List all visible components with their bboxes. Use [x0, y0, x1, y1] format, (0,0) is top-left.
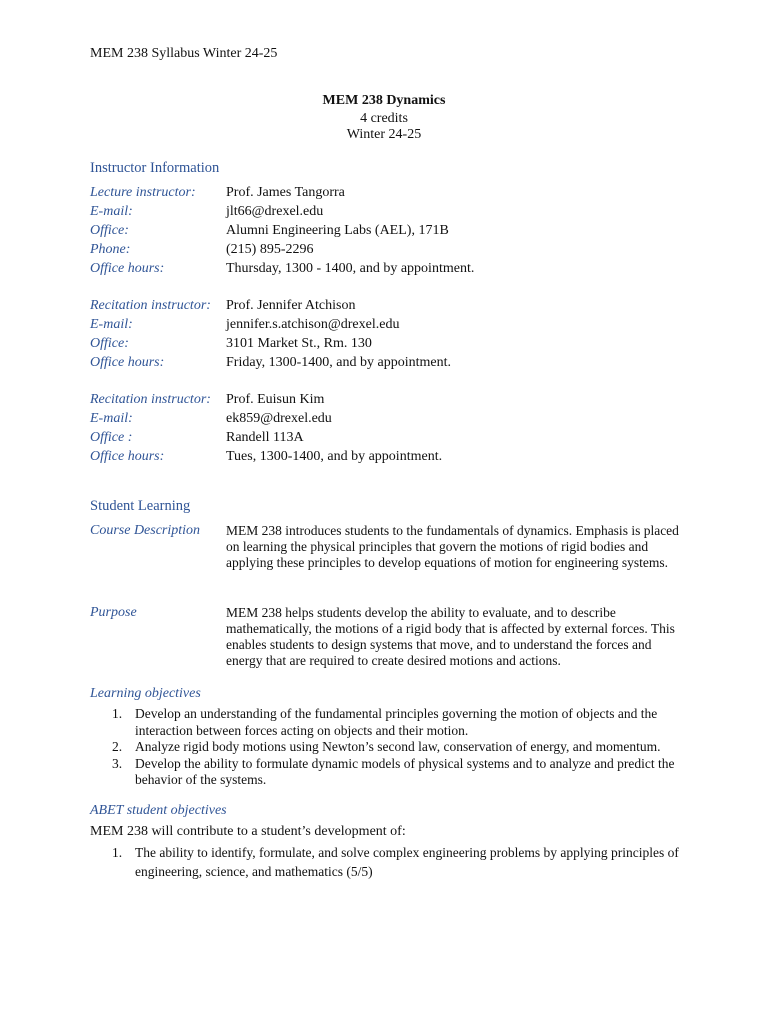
learning-objectives-list: [112, 706, 682, 789]
list-item-number: 2.: [112, 739, 123, 754]
recitation2-office-label: Office :: [90, 430, 133, 445]
lecture-phone: (215) 895-2296: [226, 242, 314, 257]
abet-objectives-list: [112, 843, 682, 881]
running-header: MEM 238 Syllabus Winter 24-25: [90, 46, 278, 61]
purpose-text: MEM 238 helps students develop the ability to evaluate, and to describe mathematically, the motions of a rigid body that is affected by external forces. This enables students to design systems that move, and to understand the forces and energy that are required to create desired motions and actions.: [226, 605, 675, 668]
purpose-label: Purpose: [90, 605, 137, 620]
recitation2-hours-label: Office hours:: [90, 449, 165, 464]
course-description-label: Course Description: [90, 523, 201, 538]
lecture-hours-label: Office hours:: [90, 261, 165, 276]
recitation1-email-label: E-mail:: [90, 317, 133, 332]
lecture-role-label: Lecture instructor:: [90, 185, 196, 200]
lecture-office-label: Office:: [90, 223, 129, 238]
recitation1-name: Prof. Jennifer Atchison: [226, 298, 356, 313]
lecture-name: Prof. James Tangorra: [226, 185, 345, 200]
recitation2-office: Randell 113A: [226, 430, 304, 445]
list-item: [112, 706, 682, 739]
recitation2-email-label: E-mail:: [90, 411, 133, 426]
list-item-number: 1.: [112, 706, 123, 721]
recitation2-name: Prof. Euisun Kim: [226, 392, 325, 407]
list-item-number: 3.: [112, 755, 123, 771]
list-item: [112, 739, 682, 756]
recitation1-hours: Friday, 1300-1400, and by appointment.: [226, 355, 452, 370]
list-item-text: The ability to identify, formulate, and solve complex engineering problems by applying principles of engineering, science, and mathematics (5/5): [135, 845, 679, 879]
lecture-hours: Thursday, 1300 - 1400, and by appointment.: [226, 261, 475, 276]
recitation1-email: jennifer.s.atchison@drexel.edu: [226, 317, 400, 332]
course-credits: 4 credits: [360, 111, 408, 126]
section-heading-instructor: Instructor Information: [90, 160, 220, 176]
course-description: MEM 238 introduces students to the fundamentals of dynamics. Emphasis is placed on learning the physical principles that govern the motions of rigid bodies and applying these principles to develop equations of motion for engineering systems.: [226, 523, 679, 570]
list-item-text: Develop the ability to formulate dynamic models of physical systems and to analyze and predict the behavior of the systems.: [135, 755, 675, 787]
list-item: [112, 756, 682, 789]
lecture-email: jlt66@drexel.edu: [226, 204, 324, 219]
lecture-email-label: E-mail:: [90, 204, 133, 219]
recitation1-role-label: Recitation instructor:: [90, 298, 211, 313]
course-term: Winter 24-25: [346, 127, 422, 142]
section-heading-learning: Student Learning: [90, 498, 191, 514]
learning-objectives-label: Learning objectives: [90, 686, 201, 701]
abet-intro: MEM 238 will contribute to a student’s development of:: [90, 824, 406, 839]
course-title: MEM 238 Dynamics: [322, 93, 446, 108]
recitation1-office: 3101 Market St., Rm. 130: [226, 336, 372, 351]
list-item-text: Analyze rigid body motions using Newton’s second law, conservation of energy, and momentum.: [135, 739, 661, 754]
abet-objectives-label: ABET student objectives: [90, 803, 227, 818]
recitation1-office-label: Office:: [90, 336, 129, 351]
list-item: [112, 843, 682, 881]
lecture-phone-label: Phone:: [90, 242, 131, 257]
recitation2-email: ek859@drexel.edu: [226, 411, 332, 426]
recitation2-role-label: Recitation instructor:: [90, 392, 211, 407]
lecture-office: Alumni Engineering Labs (AEL), 171B: [226, 223, 449, 238]
recitation1-hours-label: Office hours:: [90, 355, 165, 370]
list-item-number: 1.: [112, 845, 123, 860]
list-item-text: Develop an understanding of the fundamental principles governing the motion of objects and the interaction between forces acting on objects and their motion.: [135, 706, 658, 738]
recitation2-hours: Tues, 1300-1400, and by appointment.: [226, 449, 443, 464]
